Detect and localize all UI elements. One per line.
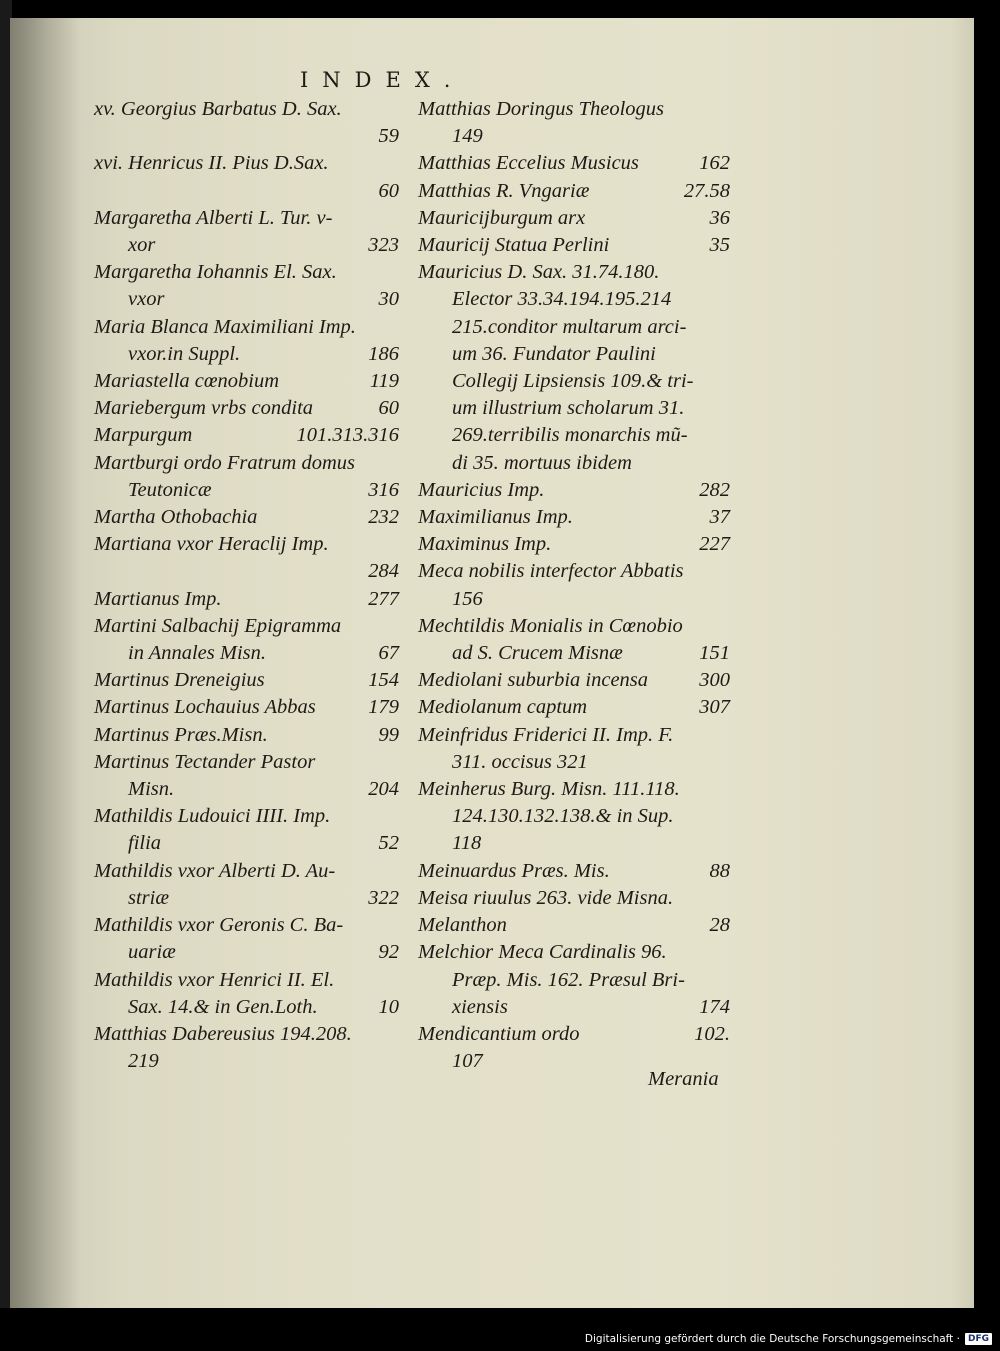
page-reference: 30: [378, 288, 399, 311]
entry-continuation: [418, 314, 730, 341]
entry-text: Mathildis vxor Geronis C. Ba-: [94, 914, 344, 937]
entry-text: in Annales Misn.: [128, 642, 266, 665]
index-entry: [418, 178, 730, 205]
entry-text: Martburgi ordo Fratrum domus: [94, 451, 356, 474]
entry-line: [94, 150, 399, 177]
entry-text: Sax. 14.& in Gen.Loth.: [128, 995, 318, 1018]
entry-continuation: [94, 232, 399, 259]
entry-line: [418, 150, 730, 177]
index-entry: [94, 694, 399, 721]
index-entry: [94, 422, 399, 449]
page-reference: 277: [368, 587, 399, 610]
index-entry: [94, 314, 399, 368]
index-entry: [94, 205, 399, 259]
entry-text: Meinuardus Præs. Mis.: [418, 859, 610, 882]
entry-continuation: [94, 939, 399, 966]
entry-line: [418, 912, 730, 939]
page-reference: 186: [368, 342, 399, 365]
index-entry: [94, 450, 399, 504]
index-entry: [418, 504, 730, 531]
book-page: [10, 18, 974, 1308]
entry-continuation: [418, 640, 730, 667]
entry-text: Mendicantium ordo: [418, 1022, 580, 1045]
page-reference: 10: [378, 995, 399, 1018]
entry-text: di 35. mortuus ibidem: [452, 451, 632, 474]
entry-text: Melanthon: [418, 914, 507, 937]
entry-text: vxor: [128, 288, 165, 311]
page-reference: 37: [709, 506, 730, 529]
index-entry: [94, 912, 399, 966]
entry-line: [418, 178, 730, 205]
entry-line: [418, 858, 730, 885]
entry-text: Maximinus Imp.: [418, 533, 552, 556]
index-entry: [94, 259, 399, 313]
entry-line: [418, 885, 730, 912]
index-entry: [418, 205, 730, 232]
entry-line: [94, 205, 399, 232]
entry-text: Melchior Meca Cardinalis 96.: [418, 941, 667, 964]
index-entry: [418, 259, 730, 477]
entry-text: Mediolanum captum: [418, 696, 588, 719]
entry-continuation: [94, 885, 399, 912]
entry-continuation: [94, 640, 399, 667]
entry-text: striæ: [128, 886, 170, 909]
entry-line: [418, 531, 730, 558]
entry-text: Mathildis vxor Henrici II. El.: [94, 968, 335, 991]
entry-continuation: [418, 422, 730, 449]
entry-text: Maximilianus Imp.: [418, 506, 573, 529]
index-column-right: [418, 96, 730, 1075]
entry-line: [418, 477, 730, 504]
entry-text: Martinus Dreneigius: [94, 669, 265, 692]
entry-text: Mariastella cœnobium: [94, 370, 280, 393]
index-entry: [94, 150, 399, 204]
entry-text: Martinus Tectander Pastor: [94, 750, 316, 773]
entry-continuation: [418, 368, 730, 395]
entry-text: Mathildis Ludouici IIII. Imp.: [94, 805, 331, 828]
entry-continuation: [418, 967, 730, 994]
entry-line: [418, 939, 730, 966]
entry-text: Mathildis vxor Alberti D. Au-: [94, 859, 336, 882]
entry-line: [94, 504, 399, 531]
index-entry: [94, 368, 399, 395]
entry-text: Martini Salbachij Epigramma: [94, 614, 342, 637]
entry-text: Martha Othobachia: [94, 506, 258, 529]
entry-text: Teutonicæ: [128, 478, 212, 501]
entry-text: um illustrium scholarum 31.: [452, 397, 685, 420]
index-entry: [418, 558, 730, 612]
page-reference: 307: [699, 696, 730, 719]
entry-continuation: [418, 286, 730, 313]
entry-line: [94, 96, 399, 123]
entry-line: [94, 694, 399, 721]
entry-line: [94, 1021, 399, 1048]
entry-line: [94, 586, 399, 613]
entry-line: [418, 259, 730, 286]
entry-text: Matthias R. Vngariæ: [418, 179, 590, 202]
entry-continuation: [94, 558, 399, 585]
page-reference: 232: [368, 506, 399, 529]
index-entry: [94, 667, 399, 694]
entry-text: Mauricijburgum arx: [418, 206, 586, 229]
entry-text: Martianus Imp.: [94, 587, 222, 610]
entry-line: [418, 96, 730, 123]
dfg-logo: DFG: [965, 1333, 992, 1345]
entry-line: [94, 912, 399, 939]
entry-text: 107: [452, 1050, 483, 1073]
entry-line: [418, 232, 730, 259]
page-reference: 101.313.316: [296, 424, 399, 447]
entry-text: uariæ: [128, 941, 176, 964]
index-entry: [418, 667, 730, 694]
index-entry: [418, 477, 730, 504]
index-entry: [94, 749, 399, 803]
index-entry: [418, 613, 730, 667]
entry-text: Matthias Eccelius Musicus: [418, 152, 639, 175]
entry-text: 149: [452, 125, 483, 148]
entry-continuation: [418, 803, 730, 830]
entry-line: [94, 395, 399, 422]
index-entry: [94, 722, 399, 749]
page-reference: 36: [709, 206, 730, 229]
entry-line: [418, 694, 730, 721]
entry-line: [94, 613, 399, 640]
index-entry: [94, 531, 399, 585]
entry-continuation: [94, 286, 399, 313]
entry-continuation: [94, 123, 399, 150]
entry-line: [94, 531, 399, 558]
entry-text: xv. Georgius Barbatus D. Sax.: [94, 98, 342, 120]
credit-text: Digitalisierung gefördert durch die Deutsche Forschungsgemeinschaft ·: [584, 1333, 960, 1345]
index-entry: [418, 858, 730, 885]
entry-continuation: [94, 994, 399, 1021]
entry-continuation: [94, 1048, 399, 1075]
page-reference: 151: [699, 642, 730, 665]
page-reference: 179: [368, 696, 399, 719]
entry-text: Margaretha Iohannis El. Sax.: [94, 261, 337, 284]
digitization-credit: [585, 1333, 992, 1345]
page-header: INDEX.: [300, 68, 465, 92]
index-entry: [94, 395, 399, 422]
index-column-left: [94, 96, 399, 1075]
entry-line: [94, 667, 399, 694]
entry-continuation: [418, 395, 730, 422]
entry-text: Mauricius Imp.: [418, 478, 545, 501]
entry-line: [418, 722, 730, 749]
entry-line: [94, 749, 399, 776]
entry-continuation: [418, 830, 730, 857]
page-reference: 204: [368, 778, 399, 801]
page-reference: 92: [378, 941, 399, 964]
entry-line: [94, 314, 399, 341]
entry-line: [94, 967, 399, 994]
entry-text: Collegij Lipsiensis 109.& tri-: [452, 370, 694, 393]
index-entry: [418, 885, 730, 912]
entry-text: Martinus Lochauius Abbas: [94, 696, 316, 719]
entry-line: [418, 613, 730, 640]
entry-text: xiensis: [452, 995, 508, 1018]
entry-line: [418, 667, 730, 694]
index-entry: [94, 858, 399, 912]
entry-continuation: [418, 123, 730, 150]
catchword: Merania: [648, 1068, 719, 1090]
index-entry: [418, 776, 730, 858]
index-entry: [418, 150, 730, 177]
entry-line: [418, 504, 730, 531]
entry-text: Elector 33.34.194.195.214: [452, 288, 672, 311]
entry-line: [418, 1021, 730, 1048]
entry-text: Meinfridus Friderici II. Imp. F.: [418, 723, 674, 746]
page-reference: 227: [699, 533, 730, 556]
page-reference: 323: [368, 234, 399, 257]
page-reference: 316: [368, 478, 399, 501]
index-entry: [418, 694, 730, 721]
index-entry: [94, 504, 399, 531]
index-entry: [418, 912, 730, 939]
entry-line: [94, 422, 399, 449]
index-entry: [94, 96, 399, 150]
page-reference: 282: [699, 478, 730, 501]
index-entry: [418, 96, 730, 150]
index-entry: [418, 722, 730, 776]
page-reference: 88: [709, 859, 730, 882]
entry-text: vxor.in Suppl.: [128, 342, 241, 365]
entry-text: 156: [452, 587, 483, 610]
entry-text: um 36. Fundator Paulini: [452, 342, 656, 365]
entry-continuation: [418, 450, 730, 477]
entry-text: Margaretha Alberti L. Tur. v-: [94, 206, 333, 229]
page-reference: 174: [699, 995, 730, 1018]
entry-text: 118: [452, 832, 482, 855]
entry-text: Mechtildis Monialis in Cœnobio: [418, 614, 683, 637]
entry-text: Martinus Præs.Misn.: [94, 723, 268, 746]
entry-text: ad S. Crucem Misnæ: [452, 642, 623, 665]
index-entry: [418, 232, 730, 259]
page-reference: 60: [378, 179, 399, 202]
entry-text: Mediolani suburbia incensa: [418, 669, 649, 692]
entry-text: Meisa riuulus 263. vide Misna.: [418, 886, 674, 909]
entry-continuation: [94, 776, 399, 803]
entry-continuation: [418, 586, 730, 613]
gutter-shadow: [10, 18, 80, 1308]
entry-text: xor: [128, 234, 156, 257]
entry-text: Maria Blanca Maximiliani Imp.: [94, 315, 356, 338]
entry-line: [418, 205, 730, 232]
index-entry: [94, 803, 399, 857]
entry-line: [418, 558, 730, 585]
entry-text: xvi. Henricus II. Pius D.Sax.: [94, 152, 329, 175]
entry-text: Meinherus Burg. Misn. 111.118.: [418, 778, 680, 801]
page-reference: 59: [378, 125, 399, 148]
index-entry: [418, 531, 730, 558]
entry-text: 269.terribilis monarchis mũ-: [452, 424, 688, 447]
page-reference: 300: [699, 669, 730, 692]
entry-text: Mariebergum vrbs condita: [94, 397, 314, 420]
entry-line: [94, 858, 399, 885]
page-reference: 162: [699, 152, 730, 175]
entry-text: Mauricij Statua Perlini: [418, 234, 610, 257]
page-reference: 119: [369, 370, 399, 393]
page-reference: 60: [378, 397, 399, 420]
entry-text: Marpurgum: [94, 424, 193, 447]
entry-text: Martiana vxor Heraclij Imp.: [94, 533, 329, 556]
page-reference: 35: [709, 234, 730, 257]
entry-continuation: [418, 749, 730, 776]
entry-text: Mauricius D. Sax. 31.74.180.: [418, 261, 660, 284]
entry-text: Misn.: [128, 778, 175, 801]
page-reference: 28: [709, 914, 730, 937]
entry-continuation: [418, 994, 730, 1021]
page-reference: 52: [378, 832, 399, 855]
entry-continuation: [418, 341, 730, 368]
entry-text: 124.130.132.138.& in Sup.: [452, 805, 674, 828]
page-reference: 322: [368, 886, 399, 909]
entry-text: filia: [128, 832, 162, 855]
page-reference: 284: [368, 560, 399, 583]
entry-text: 311. occisus 321: [452, 750, 588, 773]
entry-line: [418, 776, 730, 803]
entry-line: [94, 259, 399, 286]
entry-text: 215.conditor multarum arci-: [452, 315, 687, 338]
entry-line: [94, 722, 399, 749]
page-reference: 99: [378, 723, 399, 746]
index-entry: [94, 613, 399, 667]
entry-text: 219: [128, 1050, 159, 1073]
page-reference: 154: [368, 669, 399, 692]
entry-line: [94, 368, 399, 395]
index-entry: [94, 1021, 399, 1075]
entry-text: Meca nobilis interfector Abbatis: [418, 560, 684, 583]
page-reference: 102.: [694, 1022, 730, 1045]
entry-continuation: [94, 830, 399, 857]
index-entry: [94, 586, 399, 613]
page-reference: 67: [378, 642, 399, 665]
entry-text: Præp. Mis. 162. Præsul Bri-: [452, 968, 685, 991]
entry-continuation: [94, 341, 399, 368]
index-entry: [94, 967, 399, 1021]
entry-text: Matthias Doringus Theologus: [418, 98, 665, 120]
index-entry: [418, 939, 730, 1021]
page-reference: 27.58: [683, 179, 730, 202]
entry-line: [94, 803, 399, 830]
entry-continuation: [94, 178, 399, 205]
entry-text: Matthias Dabereusius 194.208.: [94, 1022, 352, 1045]
entry-line: [94, 450, 399, 477]
entry-continuation: [94, 477, 399, 504]
